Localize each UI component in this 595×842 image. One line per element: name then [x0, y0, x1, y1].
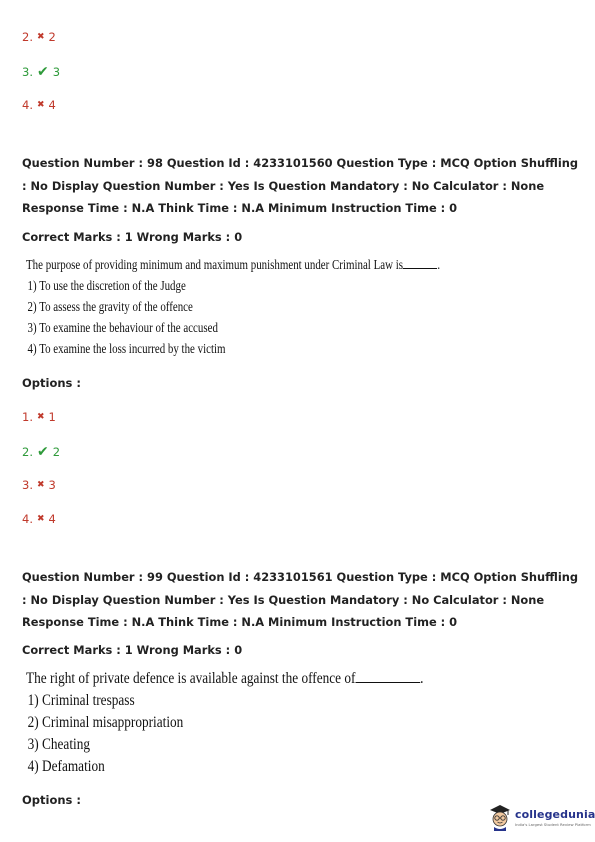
q98-option-2 [22, 444, 60, 460]
check-icon: ✔ [36, 64, 49, 80]
q99-stem: The right of private defence is available against the offence of . [26, 670, 424, 687]
q98-choice-4: 4) To examine the loss incurred by the victim [27, 342, 226, 357]
option-number: 3. [22, 65, 33, 79]
cross-icon: ✖ [36, 100, 45, 110]
q99-marks: Correct Marks : 1 Wrong Marks : 0 [22, 643, 243, 657]
q99-choice-3: 3) Cheating [27, 736, 90, 753]
q98-stem: The purpose of providing minimum and maximum punishment under Criminal Law is . [26, 258, 441, 273]
student-mascot-icon [488, 803, 512, 831]
q99-options-label: Options : [22, 793, 81, 807]
option-value: 3 [52, 65, 61, 79]
logo-tagline: India's Largest Student Review Platform [515, 821, 591, 827]
prev-option-3 [22, 64, 60, 80]
option-number: 2. [22, 445, 33, 459]
cross-icon: ✖ [36, 32, 45, 42]
cross-icon: ✖ [36, 480, 45, 490]
option-value: 3 [48, 478, 56, 492]
option-value: 4 [48, 98, 56, 112]
option-number: 4. [22, 98, 33, 112]
option-value: 2 [48, 30, 56, 44]
q98-option-3 [22, 478, 56, 492]
prev-option-2 [22, 30, 56, 44]
q99-choice-2: 2) Criminal misappropriation [27, 714, 184, 731]
q98-choice-2: 2) To assess the gravity of the offence [27, 300, 193, 315]
cross-icon: ✖ [36, 514, 45, 524]
q99-question-image-text [26, 668, 423, 778]
prev-option-4 [22, 98, 56, 112]
logo-wordmark: collegedunia [515, 807, 595, 821]
q98-options-label: Options : [22, 376, 81, 390]
option-number: 4. [22, 512, 33, 526]
answer-blank [403, 268, 437, 269]
q98-option-1 [22, 410, 56, 424]
q98-option-4 [22, 512, 56, 526]
q99-meta: Question Number : 99 Question Id : 4233101561 Question Type : MCQ Option Shuffling : No Display Question Number : Yes Is Question Mandatory : No Calculator : None Response Time : N.A Think Time : N.A Minimum Instruction Time : 0 [22, 570, 578, 629]
option-number: 2. [22, 30, 33, 44]
option-number: 3. [22, 478, 33, 492]
collegedunia-logo [488, 800, 595, 834]
q98-choice-3: 3) To examine the behaviour of the accused [27, 321, 218, 336]
cross-icon: ✖ [36, 412, 45, 422]
check-icon: ✔ [36, 444, 49, 460]
q98-marks: Correct Marks : 1 Wrong Marks : 0 [22, 230, 243, 244]
q99-choice-4: 4) Defamation [27, 758, 105, 775]
q99-choice-1: 1) Criminal trespass [27, 692, 135, 709]
option-value: 1 [48, 410, 56, 424]
answer-blank [355, 682, 420, 683]
option-number: 1. [22, 410, 33, 424]
option-value: 2 [52, 445, 61, 459]
q98-choice-1: 1) To use the discretion of the Judge [27, 279, 186, 294]
q98-question-image-text [26, 255, 440, 360]
option-value: 4 [48, 512, 56, 526]
q98-meta: Question Number : 98 Question Id : 4233101560 Question Type : MCQ Option Shuffling : No Display Question Number : Yes Is Question Mandatory : No Calculator : None Response Time : N.A Think Time : N.A Minimum Instruction Time : 0 [22, 156, 578, 215]
